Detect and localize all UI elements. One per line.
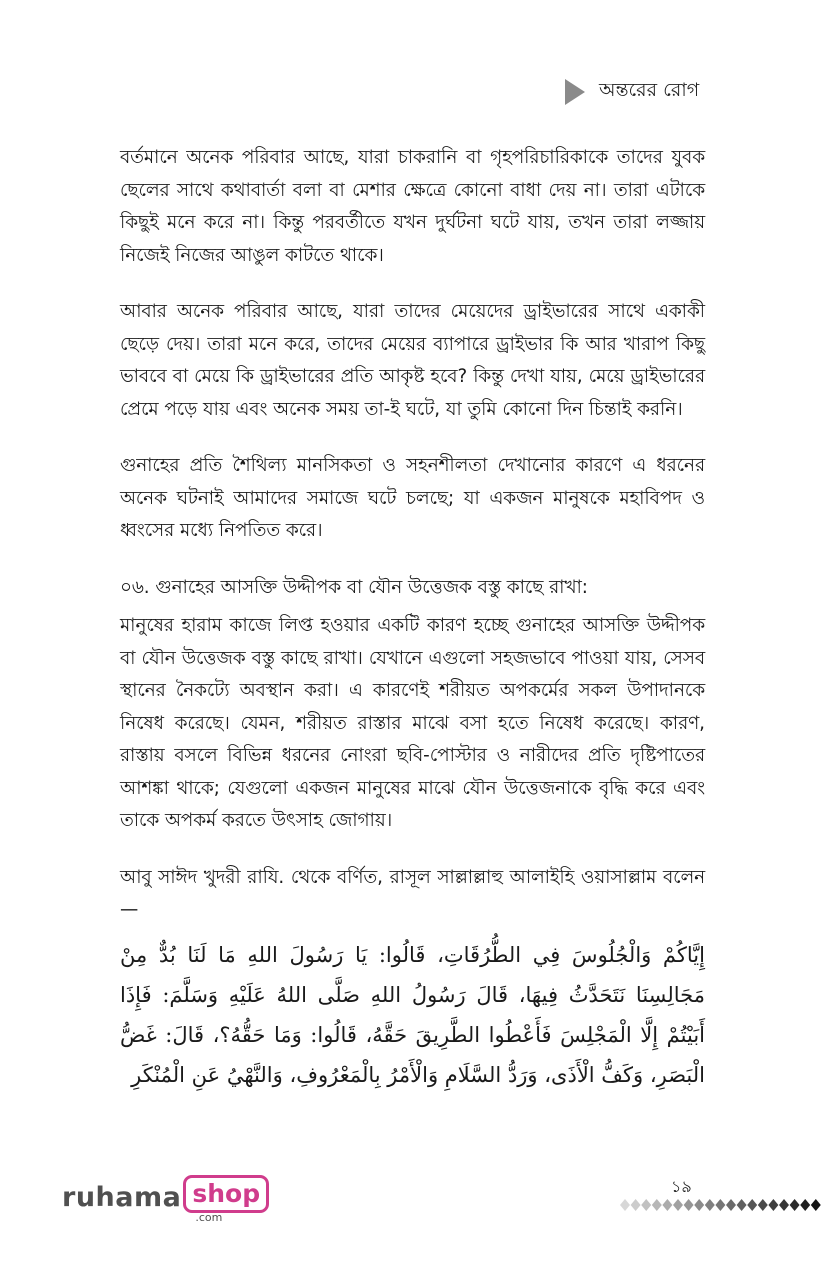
hadith-intro: আবু সাঈদ খুদরী রাযি. থেকে বর্ণিত, রাসূল সাল্লাল্লাহু আলাইহি ওয়াসাল্লাম বলেন— [120,866,705,920]
diamond-dot [641,1199,651,1211]
diamond-dot [790,1199,800,1211]
diamond-dot [800,1199,810,1211]
diamond-dot [684,1199,694,1211]
publisher-logo [62,1175,269,1224]
diamond-dot [631,1199,641,1211]
page-body [120,142,705,1095]
section-paragraph: মানুষের হারাম কাজে লিপ্ত হওয়ার একটি কারণ হচ্ছে গুনাহের আসক্তি উদ্দীপক বা যৌন উত্তেজক বস্তু কাছে রাখা। যেখানে এগুলো সহজভাবে পাওয়া যায়, সেসব স্থানের নৈকট্যে অবস্থান করা। এ কারণেই শরীয়ত অপকর্মের সকল উপাদানকে নিষেধ করেছে। যেমন, শরীয়ত রাস্তার মাঝে বসা হতে নিষেধ করেছে। কারণ, রাস্তায় বসলে বিভিন্ন ধরনের নোংরা ছবি-পোস্টার ও নারীদের প্রতি দৃষ্টিপাতের আশঙ্কা থাকে; যেগুলো একজন মানুষের মাঝে যৌন উত্তেজনাকে বৃদ্ধি করে এবং তাকে অপকর্ম করতে উৎসাহ জোগায়। [120,615,705,831]
logo-text: ruhama [62,1182,182,1213]
arabic-hadith: إِيَّاكُمْ وَالْجُلُوسَ فِي الطُّرُقَاتِ، قَالُوا: يَا رَسُولَ اللهِ مَا لَنَا بُدٌّ مِنْ مَجَالِسِنَا نَتَحَدَّثُ فِيهَا، قَالَ رَسُولُ اللهِ صَلَّى اللهُ عَلَيْهِ وَسَلَّمَ: فَإِذَا أَبَيْتُمْ إِلَّا الْمَجْلِسَ فَأَعْطُوا الطَّرِيقَ حَقَّهُ، قَالُوا: وَمَا حَقُّهُ؟، قَالَ: غَضُّ الْبَصَرِ، وَكَفُّ الْأَذَى، وَرَدُّ السَّلَامِ وَالْأَمْرُ بِالْمَعْرُوفِ، وَالنَّهْيُ عَنِ الْمُنْكَرِ [120,942,705,1087]
running-header [565,76,699,108]
paragraph-1: বর্তমানে অনেক পরিবার আছে, যারা চাকরানি বা গৃহপরিচারিকাকে তাদের যুবক ছেলের সাথে কথাবার্তা বলা বা মেশার ক্ষেত্রে কোনো বাধা দেয় না। তারা এটাকে কিছুই মনে করে না। কিন্তু পরবর্তীতে যখন দুর্ঘটনা ঘটে যায়, তখন তারা লজ্জায় নিজেই নিজের আঙুল কাটতে থাকে। [120,147,705,266]
logo-badge: shop [183,1175,269,1213]
paragraph-2: আবার অনেক পরিবার আছে, যারা তাদের মেয়েদের ড্রাইভারের সাথে একাকী ছেড়ে দেয়। তারা মনে করে, তাদের মেয়ের ব্যাপারে ড্রাইভার কি আর খারাপ কিছু ভাববে বা মেয়ে কি ড্রাইভারের প্রতি আকৃষ্ট হবে? কিন্তু দেখা যায়, মেয়ে ড্রাইভারের প্রেমে পড়ে যায় এবং অনেক সময় তা-ই ঘটে, যা তুমি কোনো দিন চিন্তাই করনি। [120,301,705,420]
diamond-dot [652,1199,662,1211]
diamond-dot [747,1199,757,1211]
diamond-dot [673,1199,683,1211]
diamond-dot [715,1199,725,1211]
diamond-dot [737,1199,747,1211]
diamond-dot [758,1199,768,1211]
diamond-dot [705,1199,715,1211]
diamond-dot [662,1199,672,1211]
play-triangle-icon [565,79,585,105]
diamond-dot [768,1199,778,1211]
diamond-dot [694,1199,704,1211]
diamond-dot [811,1199,821,1211]
paragraph-3: গুনাহের প্রতি শৈথিল্য মানসিকতা ও সহনশীলতা দেখানোর কারণে এ ধরনের অনেক ঘটনাই আমাদের সমাজে ঘটে চলছে; যা একজন মানুষকে মহাবিপদ ও ধ্বংসের মধ্যে নিপতিত করে। [120,455,705,541]
diamond-dot [620,1199,630,1211]
chapter-title: অন্তরের রোগ [599,79,700,101]
page-number: ১৯ [671,1177,692,1196]
logo-domain: .com [195,1211,223,1224]
diamond-dots-ornament [620,1195,825,1215]
diamond-dot [726,1199,736,1211]
section-heading: ০৬. গুনাহের আসক্তি উদ্দীপক বা যৌন উত্তেজক বস্তু কাছে রাখা: [120,576,588,598]
diamond-dot [779,1199,789,1211]
